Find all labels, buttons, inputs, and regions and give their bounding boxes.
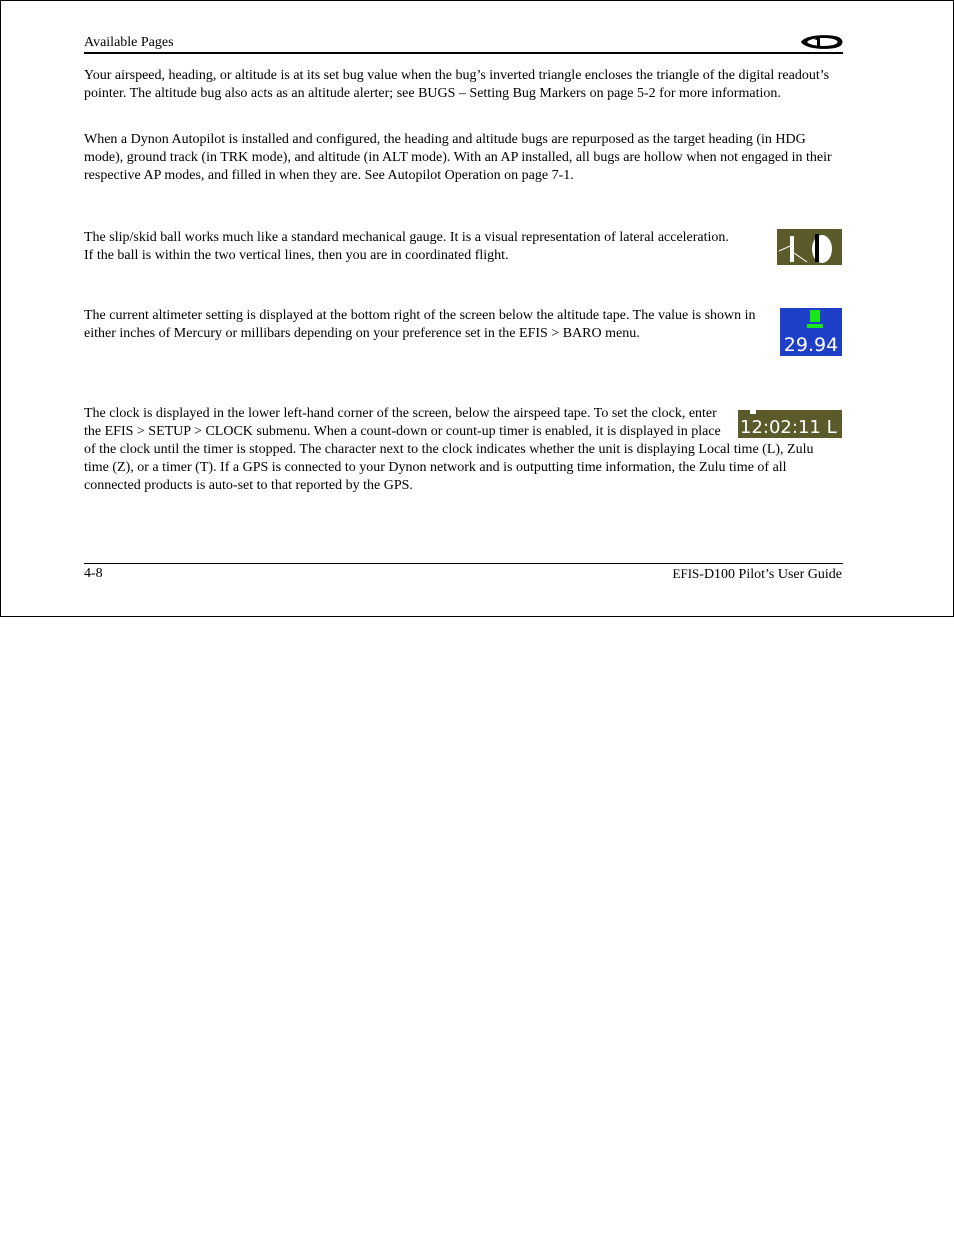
paragraph-clock <box>84 405 839 495</box>
paragraph-bugs: Your airspeed, heading, or altitude is at its set bug value when the bug’s inverted triangle encloses the triangle of the digital readout’s pointer. The altitude bug also acts as an altitude alerter; see BUGS – Setting Bug Markers on page 5-2 for more information. <box>84 68 830 101</box>
baro-bug-icon <box>810 310 820 322</box>
header-rule <box>84 52 843 54</box>
ball-right-line <box>815 234 819 262</box>
slip-skid-ball-image <box>777 229 842 265</box>
guide-title-prefix: EFIS <box>672 566 700 581</box>
baro-bug-base <box>807 324 823 328</box>
paragraph-altimeter: The current altimeter setting is displayed at the bottom right of the screen below the altitude tape. The value is shown in either inches of Mercury or millibars depending on your preference set in the EFIS > BARO menu. <box>84 308 756 341</box>
clock-image <box>738 410 842 438</box>
clock-marker <box>750 410 756 414</box>
guide-title-rest: -D100 Pilot’s User Guide <box>699 567 842 582</box>
paragraph-slip-skid: The slip/skid ball works much like a standard mechanical gauge. It is a visual representation of lateral acceleration. If the ball is within the two vertical lines, then you are in coordinated flight. <box>84 230 729 263</box>
header-title: Available Pages <box>84 35 174 50</box>
paragraph-autopilot: When a Dynon Autopilot is installed and configured, the heading and altitude bugs are repurposed as the target heading (in HDG mode), ground track (in TRK mode), and altitude (in ALT mode). With an AP installed, all bugs are hollow when not engaged in their respective AP modes, and filled in when they are. See Autopilot Operation on page 7-1. <box>84 132 832 183</box>
baro-value: 29.94 <box>783 334 839 356</box>
ball-left-line <box>790 236 794 262</box>
guide-title <box>673 566 842 583</box>
dynon-logo-icon <box>799 33 845 51</box>
page-number: 4-8 <box>84 566 103 581</box>
clock-value: 12:02:11 L <box>740 417 837 438</box>
altimeter-setting-image <box>780 308 842 356</box>
footer-rule <box>84 563 843 564</box>
paragraph-clock-text: The clock is displayed in the lower left-hand corner of the screen, below the airspeed tape. To set the clock, enter the EFIS > SETUP > CLOCK submenu. When a count-down or count-up timer is enabled, it is displayed in place of the clock until the timer is stopped. The character next to the clock indicates whether the unit is displaying Local time (L), Zulu time (Z), or a timer (T). If a GPS is connected to your Dynon network and is outputting time information, the Zulu time of all connected products is auto-set to that reported by the GPS. <box>84 406 814 493</box>
